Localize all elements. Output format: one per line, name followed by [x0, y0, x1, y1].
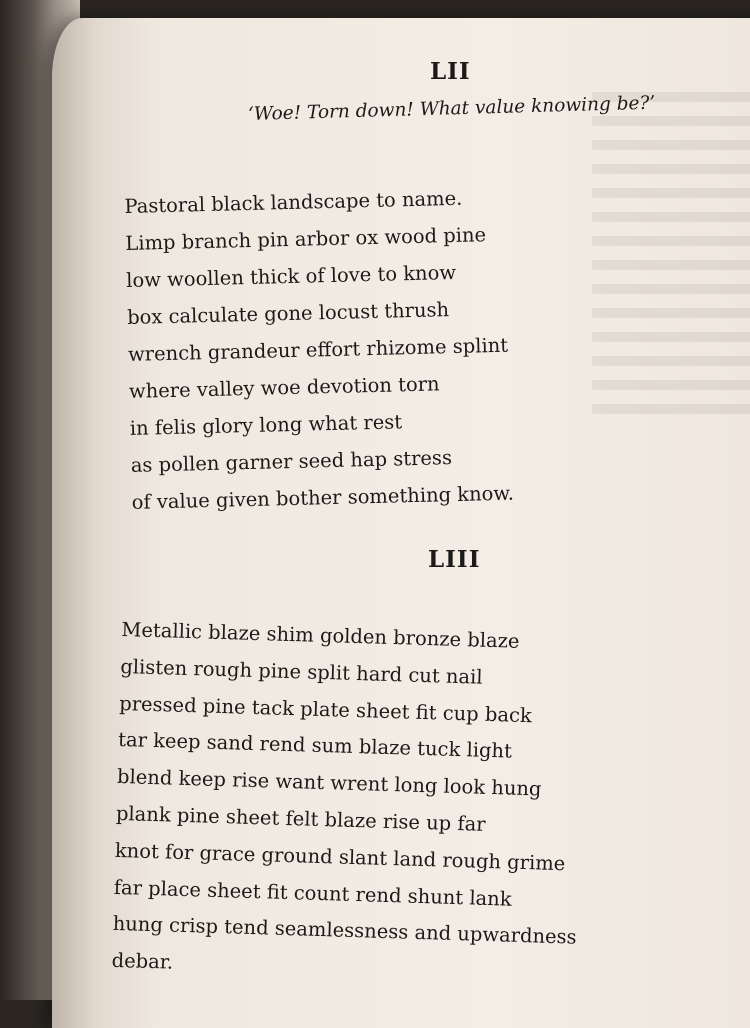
poem-line: far place sheet fit count rend shunt lank	[113, 875, 512, 911]
poem-line: glisten rough pine split hard cut nail	[120, 654, 483, 689]
poem-line: hung crisp tend seamlessness and upwardness	[112, 912, 577, 949]
poem-title: LII	[430, 58, 471, 85]
poem-line: blend keep rise want wrent long look hung	[116, 765, 542, 801]
poem-line: in felis glory long what rest	[129, 410, 403, 440]
poem-body	[111, 612, 586, 994]
poem-line: Pastoral black landscape to name.	[124, 186, 463, 218]
poem-line: low woollen thick of love to know	[125, 260, 457, 292]
poem-line: Limp branch pin arbor ox wood pine	[125, 223, 487, 255]
poem-line: where valley woe devotion torn	[128, 372, 440, 403]
poem-line: as pollen garner seed hap stress	[130, 446, 453, 477]
poem-line: tar keep sand rend sum blaze tuck light	[117, 728, 513, 764]
poem-line: pressed pine tack plate sheet fit cup back	[118, 691, 533, 727]
poem-body	[124, 179, 514, 521]
poem-line: Metallic blaze shim golden bronze blaze	[121, 617, 520, 653]
poem-line: knot for grace ground slant land rough grime	[114, 838, 566, 876]
poem-epigraph: ‘Woe! Torn down! What value knowing be?’	[247, 92, 656, 125]
poem-line: of value given bother something know.	[131, 481, 515, 514]
poem-title: LIII	[428, 546, 481, 573]
poem-line: wrench grandeur effort rhizome splint	[127, 333, 509, 366]
poem-line: debar.	[111, 949, 174, 974]
poem-line: box calculate gone locust thrush	[126, 298, 450, 329]
poem-line: plank pine sheet felt blaze rise up far	[115, 801, 486, 836]
